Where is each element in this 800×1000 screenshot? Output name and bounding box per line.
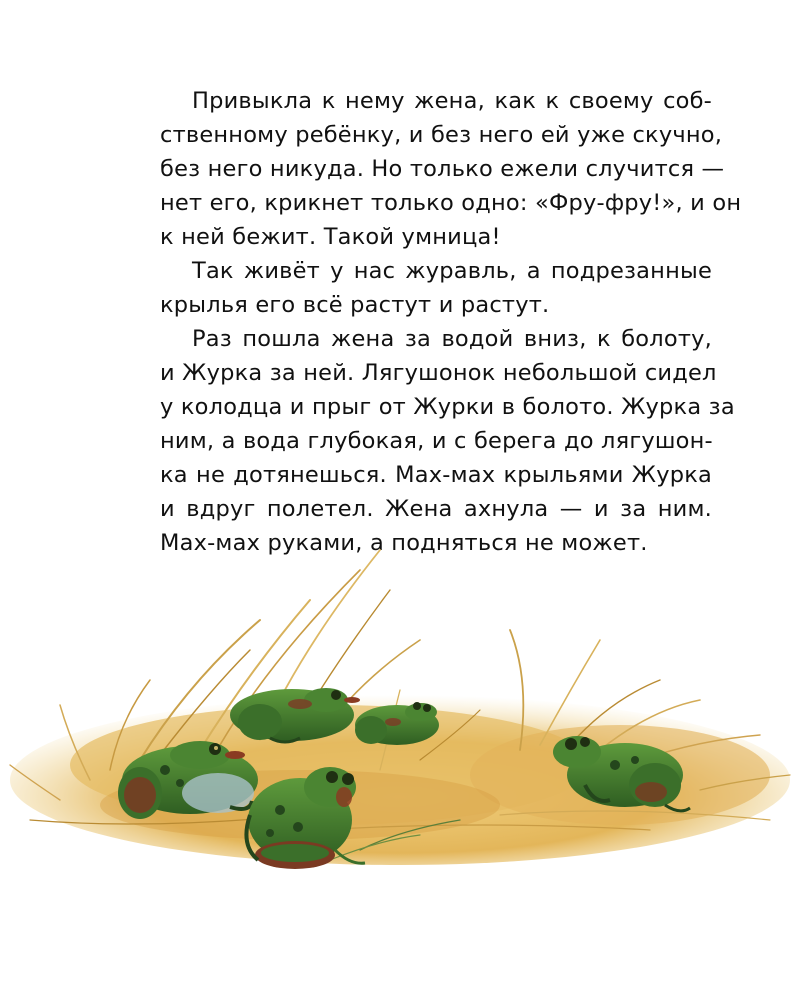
text-line: к ней бежит. Такой умница!: [160, 224, 501, 250]
text-line: и вдруг полетел. Жена ахнула — и за ним.: [160, 496, 712, 522]
text-line: ка не дотянешься. Мах-мах крыльями Журка: [160, 462, 712, 488]
text-line: Так живёт у нас журавль, а подрезанные: [192, 258, 712, 284]
text-line: и Журка за ней. Лягушонок небольшой сидел: [160, 360, 717, 386]
text-line: Мах-мах руками, а подняться не может.: [160, 530, 648, 556]
frogs-illustration: [0, 530, 800, 890]
text-line: Привыкла к нему жена, как к своему соб-: [192, 88, 712, 114]
text-line: у колодца и прыг от Журки в болото. Журка за: [160, 394, 735, 420]
text-line: ним, а вода глубокая, и с берега до лягушон-: [160, 428, 713, 454]
paragraph-2: [128, 254, 712, 322]
text-line: ственному ребёнку, и без него ей уже скучно,: [160, 122, 723, 148]
text-line: Раз пошла жена за водой вниз, к болоту,: [192, 326, 712, 352]
paragraph-3: [128, 322, 735, 560]
text-line: нет его, крикнет только одно: «Фру-фру!», и он: [160, 190, 742, 216]
paragraph-1: [128, 84, 742, 254]
text-line: без него никуда. Но только ежели случится —: [160, 156, 725, 182]
story-text: [128, 84, 742, 560]
text-line: крылья его всё растут и растут.: [160, 292, 550, 318]
